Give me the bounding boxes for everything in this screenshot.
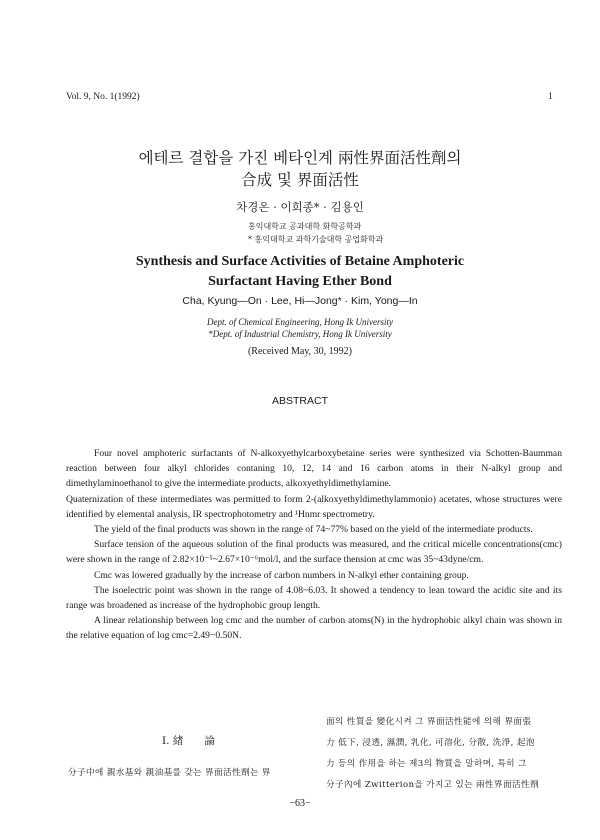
abstract-paragraph-2: Quaternization of these intermediates was permitted to form 2-(alkoxyethyldimethylammonio) acetates, whose structures were identified by elemental analysis, IR spectrophotometry and ¹Hnmr spectrometry. xyxy=(66,493,562,520)
abstract-heading: ABSTRACT xyxy=(271,395,328,407)
title-korean-line2: 合成 및 界面活性 xyxy=(241,171,359,189)
section-heading-introduction: I. 緖 論 xyxy=(162,735,215,747)
title-english xyxy=(0,252,600,292)
body-right-line-1: 面의 性質을 變化시켜 그 界面活性能에 의해 界面張 xyxy=(326,717,532,727)
affiliations-korean xyxy=(248,220,383,246)
department-2: *Dept. of Industrial Chemistry, Hong Ik University xyxy=(208,329,392,339)
body-text-right-column xyxy=(326,712,566,796)
affiliation-korean-2: * 홍익대학교 과학기술대학 공업화학과 xyxy=(248,235,384,244)
title-korean-line1: 에테르 결합을 가진 베타인계 兩性界面活性劑의 xyxy=(138,149,462,167)
body-right-line-4: 分子內에 Zwitterion을 가지고 있는 兩性界面活性劑 xyxy=(326,780,540,790)
abstract-body xyxy=(66,446,562,644)
page-footer-number: −63− xyxy=(289,798,311,809)
body-right-line-3: 力 등의 作用을 하는 제3의 物質을 말하며, 특히 그 xyxy=(326,759,527,769)
department-1: Dept. of Chemical Engineering, Hong Ik University xyxy=(207,317,393,327)
abstract-paragraph-4: Surface tension of the aqueous solution of the final products was measured, and the critical micelle concentrations(cmc) were shown in the range of 2.82×10⁻⁵~2.67×10⁻⁶mol/l, and the surface thension at cmc was 35~43dyne/cm. xyxy=(66,539,562,566)
title-english-line1: Synthesis and Surface Activities of Betaine Amphoteric xyxy=(135,254,465,269)
received-date: (Received May, 30, 1992) xyxy=(247,346,353,357)
departments-english xyxy=(0,316,600,340)
abstract-paragraph-6: The isoelectric point was shown in the range of 4.08~6.03. It showed a tendency to lean toward the acidic site and its range was broadened as increase of the hydrophobic group length. xyxy=(66,584,562,612)
authors-korean: 차경온 · 이희종* · 김용인 xyxy=(236,200,364,214)
body-right-line-2: 力 低下, 浸透, 濕潤, 乳化, 可溶化, 分散, 洗淨, 起泡 xyxy=(326,738,535,748)
abstract-paragraph-3: The yield of the final products was shown in the range of 74~77% based on the yield of the intermediate products. xyxy=(94,524,533,536)
body-text-left-column: 分子中에 親水基와 親油基를 갖는 界面活性劑는 界 xyxy=(68,768,271,778)
authors-english: Cha, Kyung—On · Lee, Hi—Jong* · Kim, Yong—In xyxy=(182,295,418,307)
abstract-paragraph-5: Cmc was lowered gradually by the increase of carbon numbers in N-alkyl ether containing group. xyxy=(94,569,469,581)
volume-header: Vol. 9, No. 1(1992) xyxy=(66,92,140,102)
title-english-line2: Surfactant Having Ether Bond xyxy=(208,274,392,289)
abstract-paragraph-7: A linear relationship between log cmc and the number of carbon atoms(N) in the hydrophobic alkyl chain was shown in the relative equation of log cmc=2.49−0.50N. xyxy=(66,615,562,642)
abstract-paragraph-1: Four novel amphoteric surfactants of N-alkoxyethylcarboxybetaine series were synthesized via Schotten-Baumman reaction between four alkyl chlorides contaning 10, 12, 14 and 16 carbon atoms in their N-alkyl group and dimethylaminoethanol to give the intermediate products, alkoxyethyldimethylamine. xyxy=(66,448,562,490)
page-number: 1 xyxy=(548,92,553,102)
affiliation-korean-1: 홍익대학교 공과대학 화학공학과 xyxy=(248,222,362,231)
